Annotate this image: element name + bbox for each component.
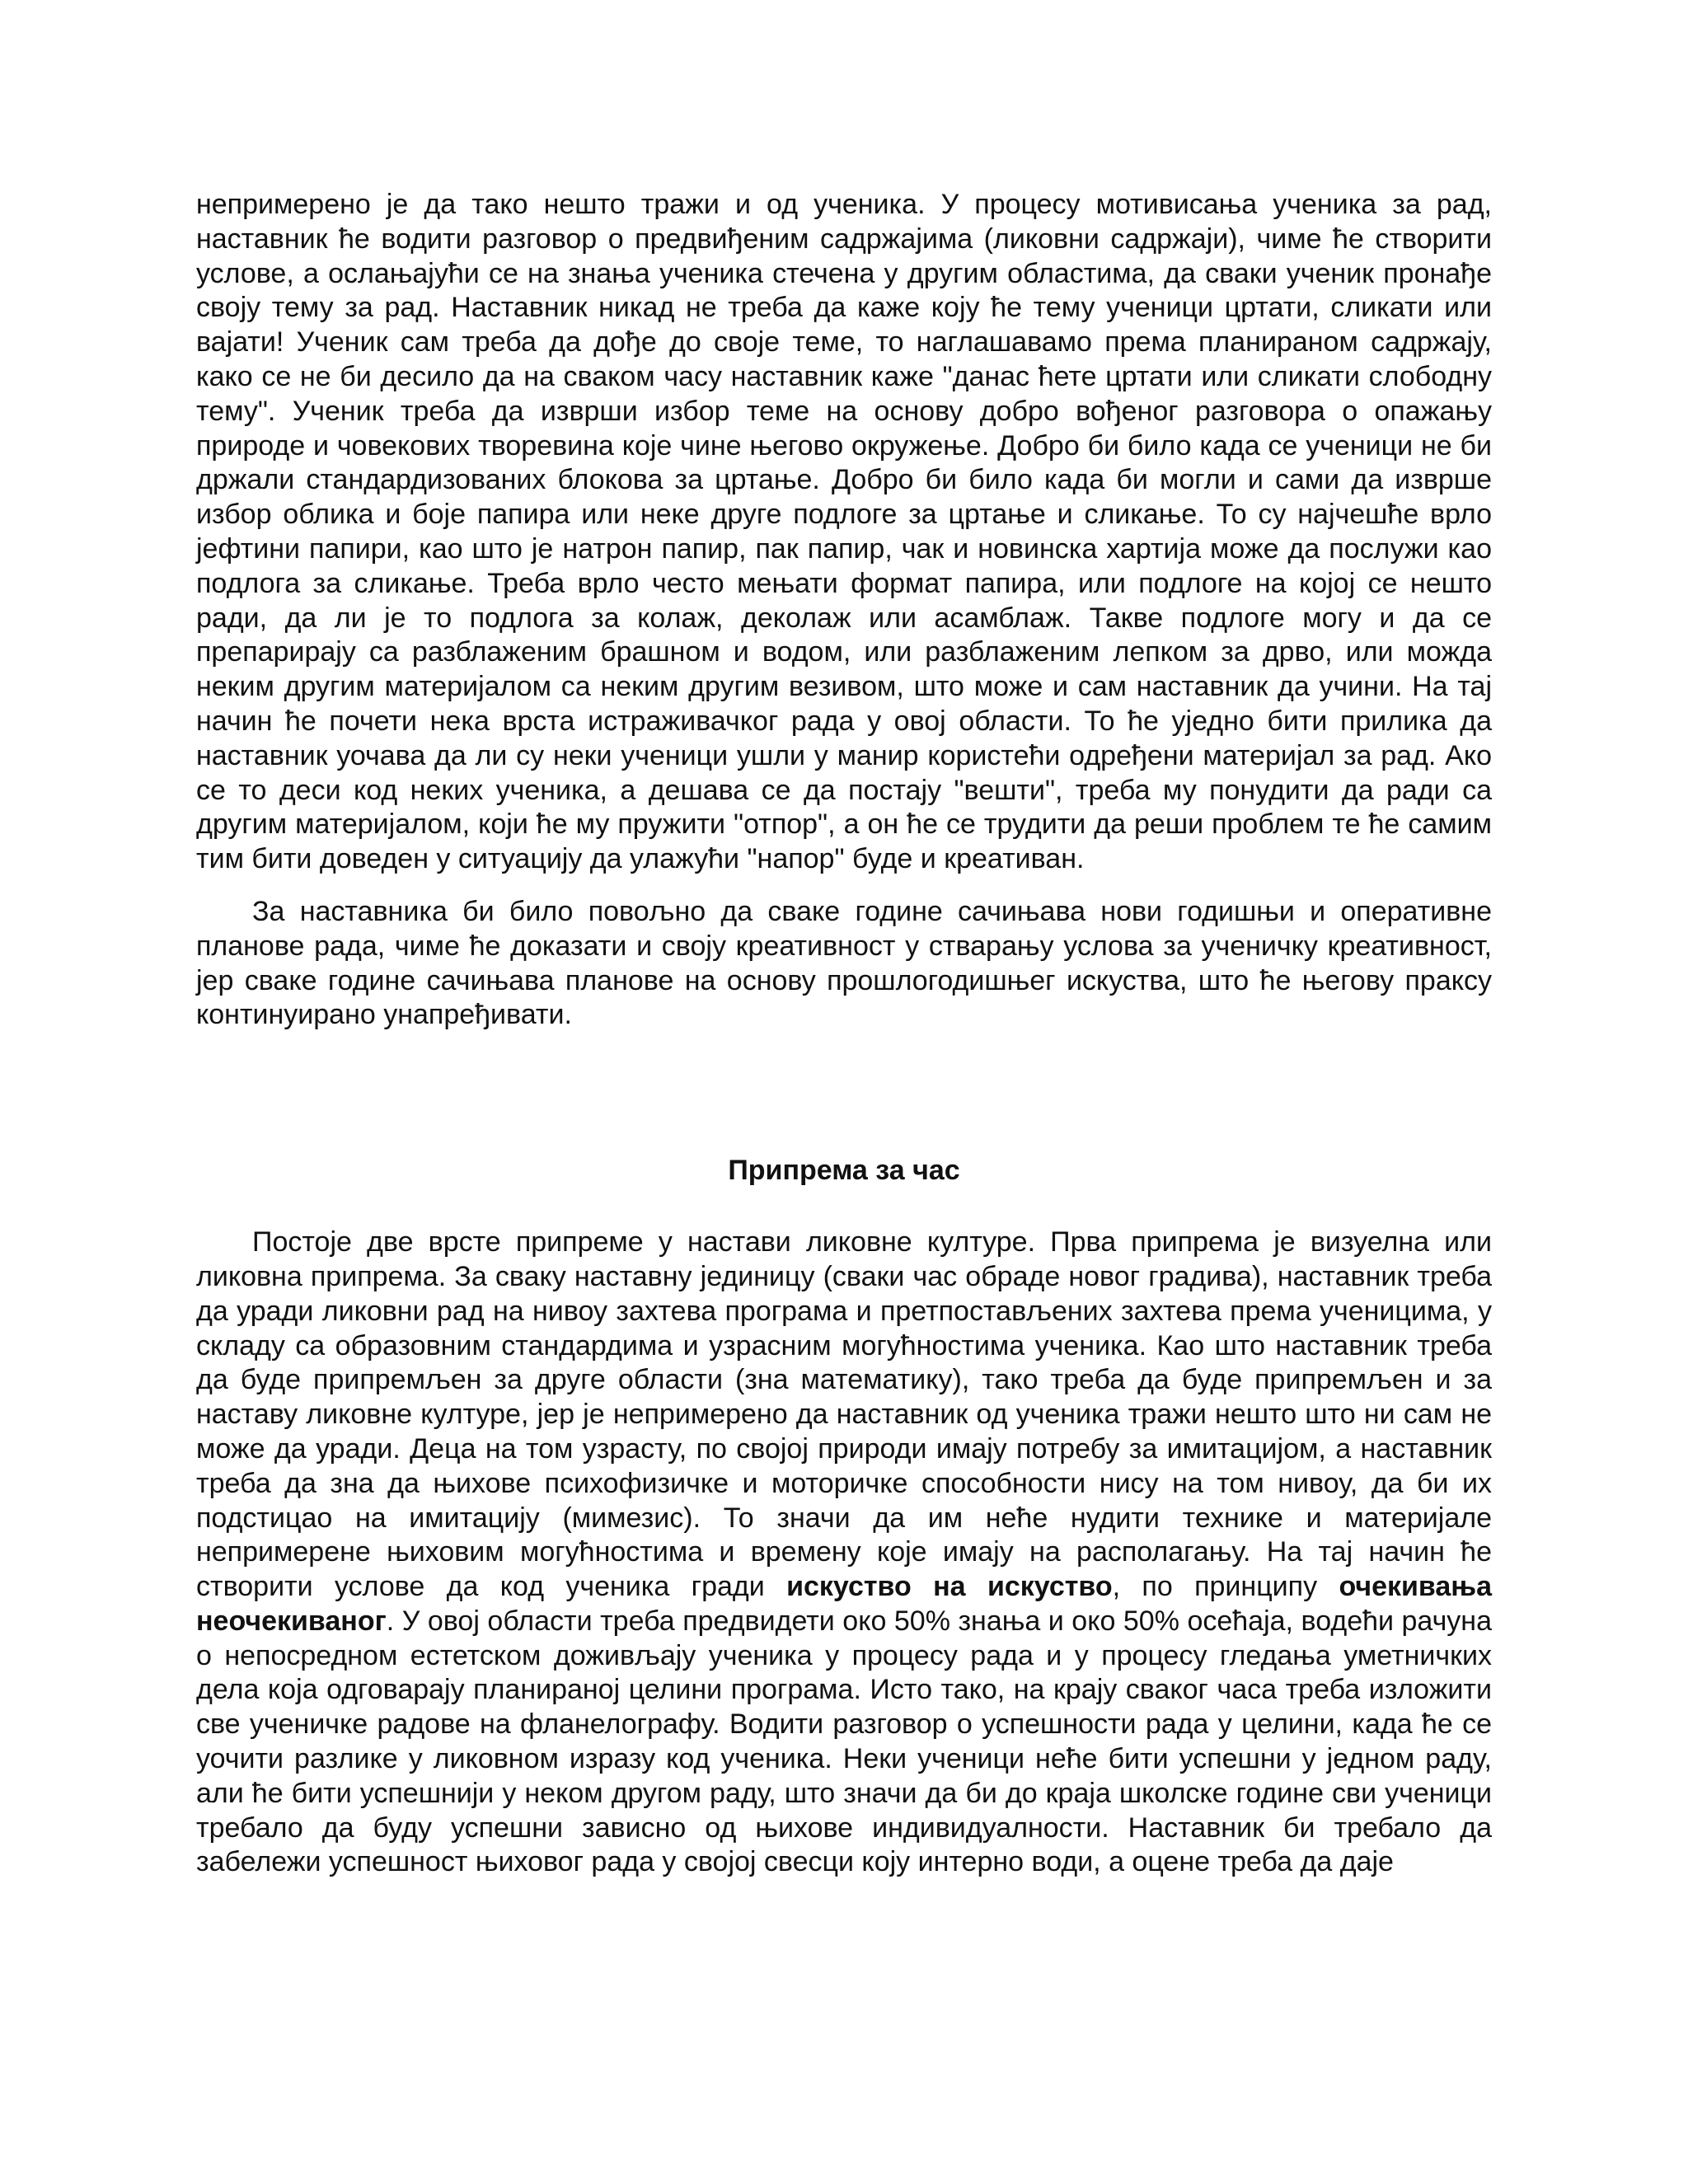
document-page xyxy=(196,188,1492,1880)
bold-phrase-experience: искуство на искуство xyxy=(786,1571,1113,1603)
body-paragraph-1: непримерено је да тако нешто тражи и од ученика. У процесу мотивисања ученика за рад, наставник ће водити разговор о предвиђеним садржајима (ликовни садржаји), чиме ће створити услове, а ослањајући се на знања ученика стечена у другим областима, да сваки ученик пронађе своју тему за рад. Наставник никад не треба да каже коју ће тему ученици цртати, сликати или вајати! Ученик сам треба да дође до своје теме, то наглашавамо према планираном садржају, како се не би десило да на сваком часу наставник каже "данас ћете цртати или сликати слободну тему". Ученик треба да изврши избор теме на основу добро вођеног разговора о опажању природе и човекових творевина које чине његово окружење. Добро би било када се ученици не би држали стандардизованих блокова за цртање. Добро би било када би могли и сами да изврше избор облика и боје папира или неке друге подлоге за цртање и сликање. То су најчешће врло јефтини папири, као што је натрон папир, пак папир, чак и новинска хартија може да послужи као подлога за сликање. Треба врло често мењати формат папира, или подлоге на којој се нешто ради, да ли је то подлога за колаж, деколаж или асамблаж. Такве подлоге могу и да се препарирају са разблаженим брашном и водом, или разблаженим лепком за дрво, или можда неким другим материјалом са неким другим везивом, што може и сам наставник да учини. На тај начин ће почети нека врста истраживачког рада у овој области. То ће уједно бити прилика да наставник уочава да ли су неки ученици ушли у манир користећи одређени материјал за рад. Ако се то деси код неких ученика, а дешава се да постају "вешти", треба му понудити да ради са другим материјалом, који ће му пружити "отпор", а он ће се трудити да реши проблем те ће самим тим бити доведен у ситуацију да улажући "напор" буде и креативан. xyxy=(196,189,1492,875)
section-heading: Припрема за час xyxy=(728,1155,960,1187)
body-paragraph-2: За наставника би било повољно да сваке године сачињава нови годишњи и оперативне планове рада, чиме ће доказати и своју креативност у стварању услова за ученичку креативност, јер сваке године сачињава планове на основу прошлогодишњег искуства, што ће његову праксу континуирано унапређивати. xyxy=(196,895,1492,1031)
paragraph-3-text-3: . У овој области треба предвидети око 50% знања и око 50% осећаја, водећи рачуна о непосредном естетском доживљају ученика у процесу рада и у процесу гледања уметничких дела која одговарају планираној целини програма. Исто тако, на крају сваког часа треба изложити све ученичке радове на фланелографу. Водити разговор о успешности рада у целини, када ће се уочити разлике у ликовном изразу код ученика. Неки ученици неће бити успешни у једном раду, али ће бити успешнији у неком другом раду, што значи да би до краја школске године сви ученици требало да буду успешни зависно од њихове индивидуалности. Наставник би требало да забележи успешност њиховог рада у својој свесци коју интерно води, а оцене треба да даје xyxy=(196,1605,1492,1878)
bold-phrase-expectation: очекивања неочекиваног xyxy=(196,1571,1493,1637)
paragraph-3-text-2: , по принципу xyxy=(1112,1571,1339,1603)
body-paragraph-3 xyxy=(196,1226,1492,1880)
paragraph-3-text-1: Постоје две врсте припреме у настави ликовне културе. Прва припрема је визуелна или ликовна припрема. За сваку наставну јединицу (сваки час обраде новог градива), наставник треба да уради ликовни рад на нивоу захтева програма и претпостављених захтева према ученицима, у складу са образовним стандардима и узрасним могућностима ученика. Као што наставник треба да буде припремљен за друге области (зна математику), тако треба да буде припремљен и за наставу ликовне културе, јер је непримерено да наставник од ученика тражи нешто што ни сам не може да уради. Деца на том узрасту, по својој природи имају потребу за имитацијом, а наставник треба да зна да њихове психофизичке и моторичке способности нису на том нивоу, да би их подстицао на имитацију (мимезис). То значи да им неће нудити технике и материјале непримерене њиховим могућностима и времену које имају на располагању. На тај начин ће створити услове да код ученика гради xyxy=(196,1226,1492,1603)
